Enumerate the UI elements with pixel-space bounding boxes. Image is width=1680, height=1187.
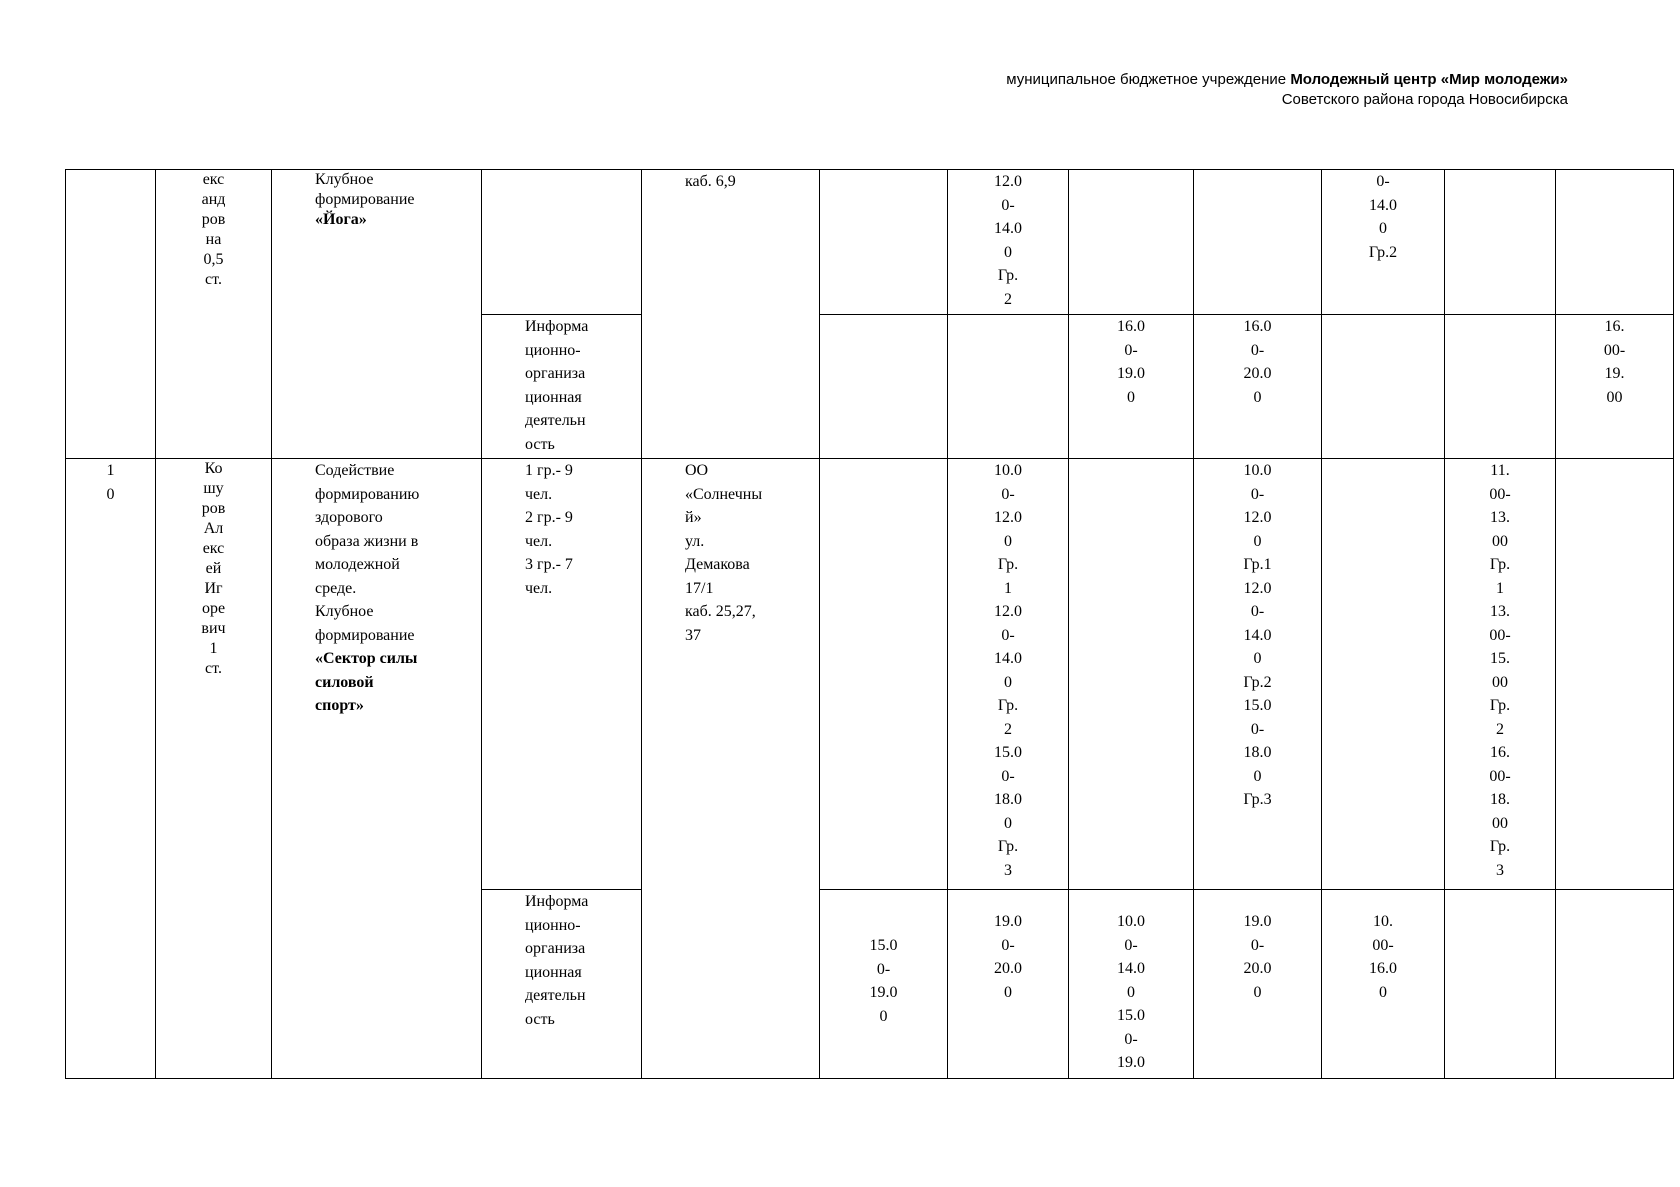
activity-cell: Содействие формированию здорового образа жизни в молодежной среде. Клубное формирование «Сектор силы силовой спорт»: [272, 459, 482, 1079]
friday-cell: 0- 14.0 0 Гр.2: [1322, 170, 1445, 315]
saturday-cell: [1445, 315, 1556, 459]
sunday-cell: [1556, 890, 1674, 1079]
friday-cell: [1322, 459, 1445, 890]
thursday-cell: 10.0 0- 12.0 0 Гр.1 12.0 0- 14.0 0 Гр.2 15.0 0- 18.0 0 Гр.3: [1194, 459, 1322, 890]
monday-cell: [820, 459, 948, 890]
row-number-cell: [66, 170, 156, 459]
thursday-cell: 19.0 0- 20.0 0: [1194, 890, 1322, 1079]
monday-cell: [820, 315, 948, 459]
instructor-name-cell: Ко шу ров Ал екс ей Иг оре вич 1 ст.: [156, 459, 272, 1079]
table-row: [66, 170, 1674, 315]
sunday-cell: 16. 00- 19. 00: [1556, 315, 1674, 459]
activity-cell: Клубное формирование «Йога»: [272, 170, 482, 459]
monday-cell: 15.0 0- 19.0 0: [820, 890, 948, 1079]
header-line-2: Советского района города Новосибирска: [1281, 91, 1568, 108]
saturday-cell: 11. 00- 13. 00 Гр. 1 13. 00- 15. 00 Гр. 2 16. 00- 18. 00 Гр. 3: [1445, 459, 1556, 890]
groups-cell: 1 гр.- 9 чел. 2 гр.- 9 чел. 3 гр.- 7 чел.: [482, 459, 642, 890]
wednesday-cell: [1069, 459, 1194, 890]
thursday-cell: [1194, 170, 1322, 315]
sunday-cell: [1556, 170, 1674, 315]
organization-header: [1006, 70, 1568, 110]
saturday-cell: [1445, 170, 1556, 315]
place-cell: ОО «Солнечны й» ул. Демакова 17/1 каб. 25,27, 37: [642, 459, 820, 1079]
tuesday-cell: [948, 315, 1069, 459]
groups-cell: [482, 170, 642, 315]
tuesday-cell: 19.0 0- 20.0 0: [948, 890, 1069, 1079]
wednesday-cell: 16.0 0- 19.0 0: [1069, 315, 1194, 459]
header-line-1: муниципальное бюджетное учреждение Молодежный центр «Мир молодежи»: [1006, 71, 1568, 88]
friday-cell: 10. 00- 16.0 0: [1322, 890, 1445, 1079]
sunday-cell: [1556, 459, 1674, 890]
monday-cell: [820, 170, 948, 315]
tuesday-cell: 10.0 0- 12.0 0 Гр. 1 12.0 0- 14.0 0 Гр. 2 15.0 0- 18.0 0 Гр. 3: [948, 459, 1069, 890]
instructor-name-cell: екс анд ров на 0,5 ст.: [156, 170, 272, 459]
info-activity-label: Информа ционно- организа ционная деятельн ость: [482, 890, 642, 1079]
row-number-cell: 1 0: [66, 459, 156, 1079]
saturday-cell: [1445, 890, 1556, 1079]
friday-cell: [1322, 315, 1445, 459]
tuesday-cell: 12.0 0- 14.0 0 Гр. 2: [948, 170, 1069, 315]
schedule-table: [65, 169, 1674, 1079]
thursday-cell: 16.0 0- 20.0 0: [1194, 315, 1322, 459]
wednesday-cell: 10.0 0- 14.0 0 15.0 0- 19.0: [1069, 890, 1194, 1079]
info-activity-label: Информа ционно- организа ционная деятельн ость: [482, 315, 642, 459]
table-row: [66, 459, 1674, 890]
wednesday-cell: [1069, 170, 1194, 315]
place-cell: каб. 6,9: [642, 170, 820, 459]
